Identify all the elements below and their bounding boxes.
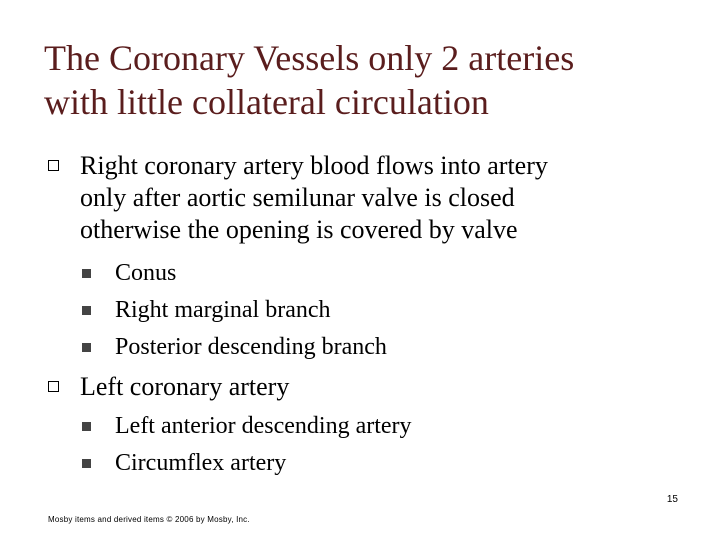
sub-bullet-right-marginal-branch	[82, 295, 682, 331]
bullet-text-line: otherwise the opening is covered by valve	[80, 215, 518, 244]
bullet-text	[80, 150, 680, 246]
page-number: 15	[666, 494, 678, 505]
slide-title-line: The Coronary Vessels only 2 arteries	[44, 38, 575, 78]
sub-bullet-left-anterior-descending-artery	[82, 411, 682, 447]
sub-bullet-conus	[82, 258, 682, 294]
sub-bullet-posterior-descending-branch	[82, 332, 682, 368]
bullet-text-line: only after aortic semilunar valve is closed	[80, 183, 515, 212]
hollow-square-bullet-icon	[48, 381, 59, 392]
slide-title-line: with little collateral circulation	[44, 82, 489, 122]
sub-bullet-circumflex-artery	[82, 448, 682, 484]
copyright-footer: Mosby items and derived items © 2006 by Mosby, Inc.	[48, 515, 250, 524]
bullet-text-line: Left coronary artery	[80, 372, 290, 401]
filled-square-bullet-icon	[82, 269, 91, 278]
filled-square-bullet-icon	[82, 343, 91, 352]
filled-square-bullet-icon	[82, 459, 91, 468]
sub-bullet-text: Circumflex artery	[115, 450, 287, 476]
filled-square-bullet-icon	[82, 422, 91, 431]
sub-bullet-text: Conus	[115, 260, 177, 286]
bullet-text-line: Right coronary artery blood flows into artery	[80, 151, 548, 180]
sub-bullet-text: Posterior descending branch	[115, 334, 387, 360]
slide-title	[44, 36, 684, 124]
hollow-square-bullet-icon	[48, 160, 59, 171]
bullet-text	[80, 371, 680, 403]
filled-square-bullet-icon	[82, 306, 91, 315]
sub-bullet-text: Left anterior descending artery	[115, 413, 412, 439]
sub-bullet-text: Right marginal branch	[115, 297, 331, 323]
